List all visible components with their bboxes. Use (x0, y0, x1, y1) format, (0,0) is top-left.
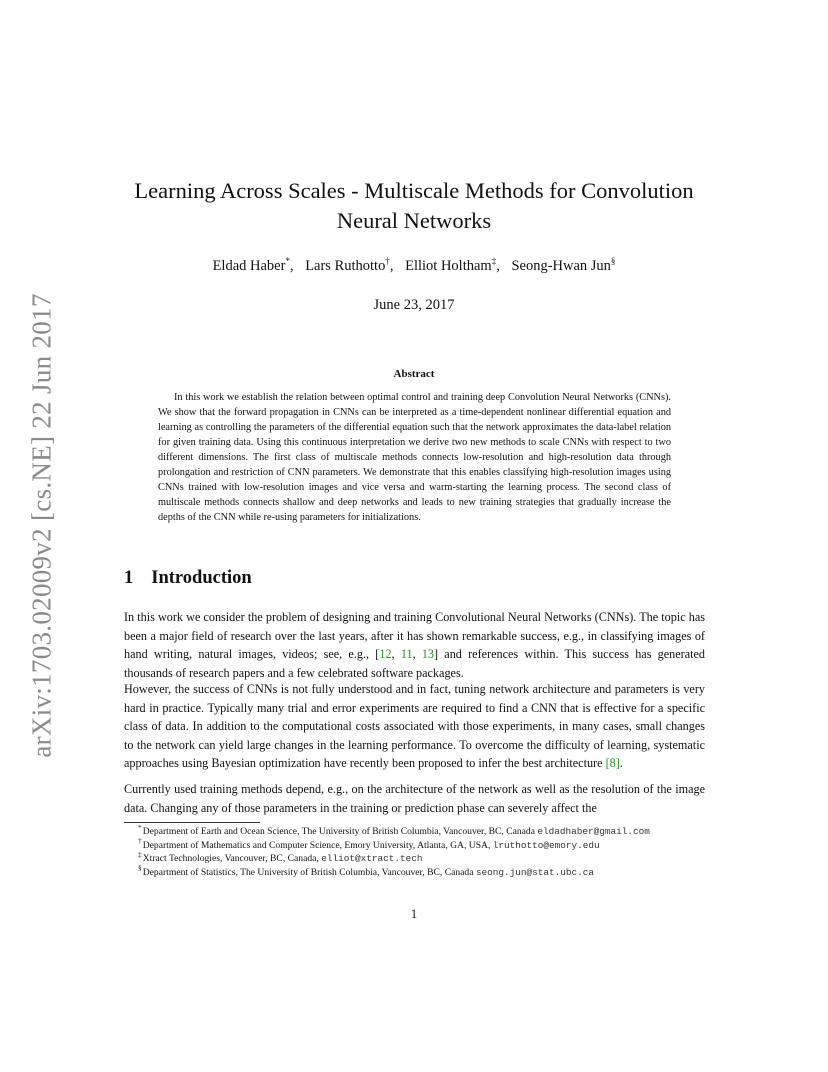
abstract-text: In this work we establish the relation between optimal control and training deep Convolution Neural Networks (CNNs). We show that the forward propagation in CNNs can be interpreted as a time-dependent nonlinear differential equation and learning as controlling the parameters of the differential equation such that the network approximates the data-label relation for given training data. Using this continuous interpretation we derive two new methods to scale CNNs with respect to two different dimensions. The first class of multiscale methods connects low-resolution and high-resolution data through prolongation and restriction of CNN parameters. We demonstrate that this enables classifying high-resolution images using CNNs trained with low-resolution images and vice versa and warm-starting the learning process. The second class of multiscale methods connects shallow and deep networks and leads to new training strategies that gradually increase the depths of the CNN while re-using parameters for initializations. (158, 392, 671, 523)
section-heading (124, 568, 252, 589)
arxiv-stamp-text: arXiv:1703.02009v2 [cs.NE] 22 Jun 2017 (26, 292, 57, 758)
footnote-rule (124, 822, 260, 823)
footnote-4-email[interactable]: seong.jun@stat.ubc.ca (475, 866, 595, 878)
title-line-1: Learning Across Scales - Multiscale Methods for Convolution (134, 178, 694, 203)
footnote-1-email[interactable]: eldadhaber@gmail.com (537, 826, 650, 837)
footnote-4: §Department of Statistics, The University of British Columbia, Vancouver, BC, Canada seong.jun@stat.ubc.ca (138, 863, 595, 878)
citation-8[interactable]: [8] (605, 756, 620, 770)
paragraph-1: In this work we consider the problem of designing and training Convolutional Neural Networks (CNNs). The topic has been a major field of research over the last years, after it has shown remarkable success, e.g., in classifying images of hand writing, natural images, videos; see, e.g., [12, 11, 13] and references within. This success has generated thousands of research papers and a few celebrated software packages. (124, 610, 706, 680)
footnote-3: ‡Xtract Technologies, Vancouver, BC, Canada, elliot@xtract.tech (138, 849, 423, 864)
footnotes (138, 822, 718, 879)
citation-11[interactable]: 11 (400, 647, 413, 661)
author-ruthotto-mark: † (385, 256, 390, 267)
author-haber-mark: * (285, 256, 290, 267)
arxiv-stamp (22, 290, 62, 760)
author-jun: Seong-Hwan Jun§ (511, 256, 616, 274)
section-number: 1 (124, 568, 134, 588)
paragraph-2: However, the success of CNNs is not fully understood and in fact, tuning network architecture and parameters is very hard in practice. Typically many trial and error experiments are required to find a CNN that is effective for a specific class of data. In addition to the computational costs associated with those experiments, in many cases, small changes to the network can yield large changes in the learning performance. To overcome the difficulty of learning, systematic approaches using Bayesian optimization have recently been proposed to infer the best architecture [8]. (124, 682, 705, 770)
paper-title (110, 176, 718, 236)
section-title: Introduction (151, 568, 252, 588)
author-haber: Eldad Haber*, (212, 256, 294, 274)
citation-12[interactable]: 12 (379, 647, 392, 661)
title-line-2: Neural Networks (336, 208, 492, 233)
paragraph-3: Currently used training methods depend, e.g., on the architecture of the network as well as the resolution of the image data. Changing any of those parameters in the training or prediction phase can severely affect the (124, 782, 705, 815)
author-holtham-mark: ‡ (491, 256, 497, 267)
abstract-heading: Abstract (393, 368, 435, 380)
author-ruthotto: Lars Ruthotto†, (305, 256, 394, 274)
author-jun-mark: § (610, 256, 616, 267)
paper-date: June 23, 2017 (373, 297, 455, 313)
author-list (110, 258, 718, 275)
citation-13[interactable]: 13 (421, 647, 435, 661)
footnote-3-email[interactable]: elliot@xtract.tech (321, 853, 423, 864)
footnote-2: †Department of Mathematics and Computer Science, Emory University, Atlanta, GA, USA, lruthotto@emory.edu (138, 836, 600, 851)
footnote-1: *Department of Earth and Ocean Science, The University of British Columbia, Vancouver, BC, Canada eldadhaber@gmail.com (138, 822, 650, 837)
footnote-2-email[interactable]: lruthotto@emory.edu (492, 839, 600, 851)
page-number: 1 (410, 907, 418, 921)
author-holtham: Elliot Holtham‡, (405, 256, 500, 274)
